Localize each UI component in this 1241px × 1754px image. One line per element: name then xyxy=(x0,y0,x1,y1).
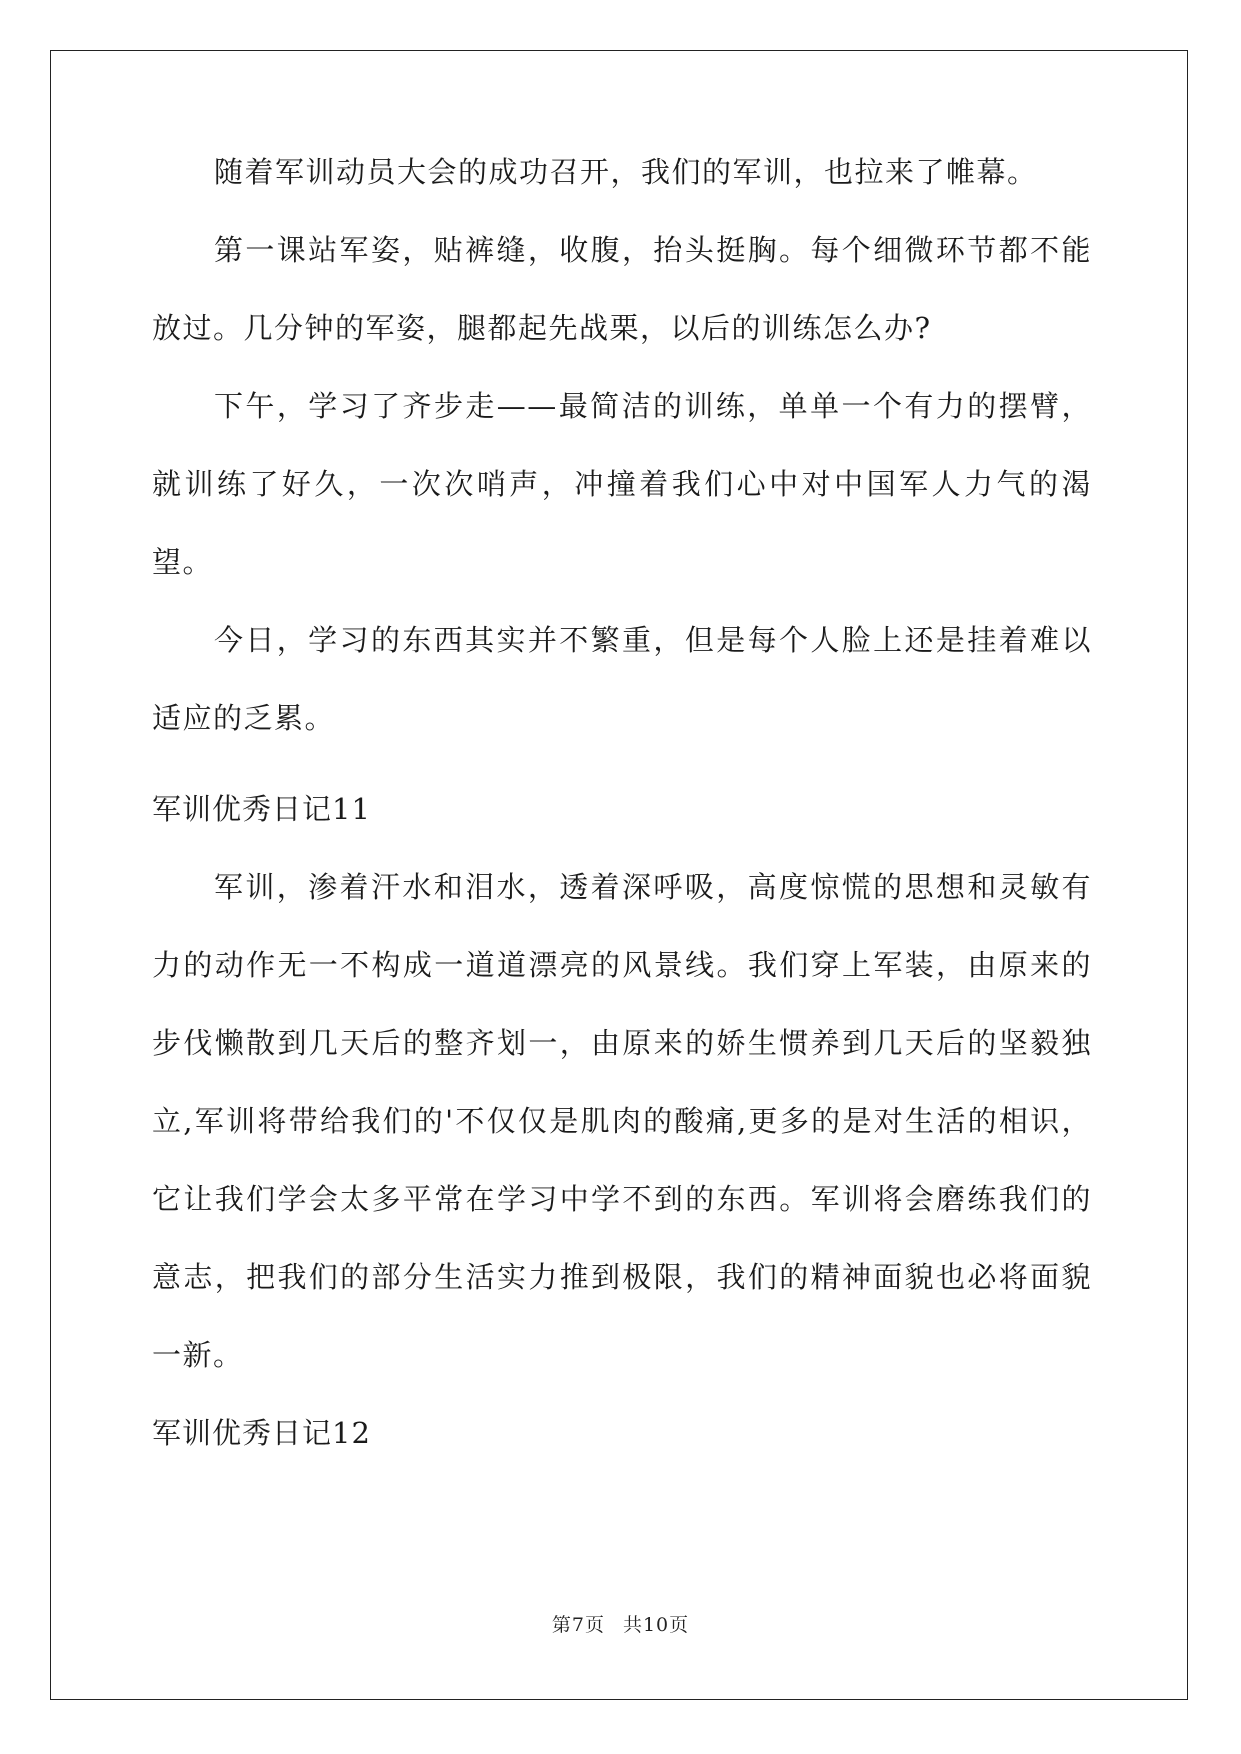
heading-diary-12: 军训优秀日记12 xyxy=(152,1416,371,1450)
paragraph-3: 下午，学习了齐步走——最简洁的训练，单单一个有力的摆臂，就训练了好久，一次次哨声，冲撞着我们心中对中国军人力气的渴望。 xyxy=(152,389,1092,579)
paragraph-1: 随着军训动员大会的成功召开，我们的军训，也拉来了帷幕。 xyxy=(214,155,1038,189)
page-footer xyxy=(0,1610,1241,1637)
diary-11-section xyxy=(152,770,1092,1472)
paragraph-2: 第一课站军姿，贴裤缝，收腹，抬头挺胸。每个细微环节都不能放过。几分钟的军姿，腿都起先战栗，以后的训练怎么办? xyxy=(152,233,1092,345)
diary-10-body xyxy=(152,133,1092,757)
paragraph-4: 今日，学习的东西其实并不繁重，但是每个人脸上还是挂着难以适应的乏累。 xyxy=(152,623,1092,735)
heading-diary-11: 军训优秀日记11 xyxy=(152,792,371,826)
paragraph-diary-11: 军训，渗着汗水和泪水，透着深呼吸，高度惊慌的思想和灵敏有力的动作无一不构成一道道漂亮的风景线。我们穿上军装，由原来的步伐懒散到几天后的整齐划一，由原来的娇生惯养到几天后的坚毅独立,军训将带给我们的'不仅仅是肌肉的酸痛,更多的是对生活的相识，它让我们学会太多平常在学习中学不到的东西。军训将会磨练我们的意志，把我们的部分生活实力推到极限，我们的精神面貌也必将面貌一新。 xyxy=(152,870,1092,1372)
page-total: 共10页 xyxy=(622,1614,690,1636)
page-number: 第7页 xyxy=(551,1614,605,1636)
